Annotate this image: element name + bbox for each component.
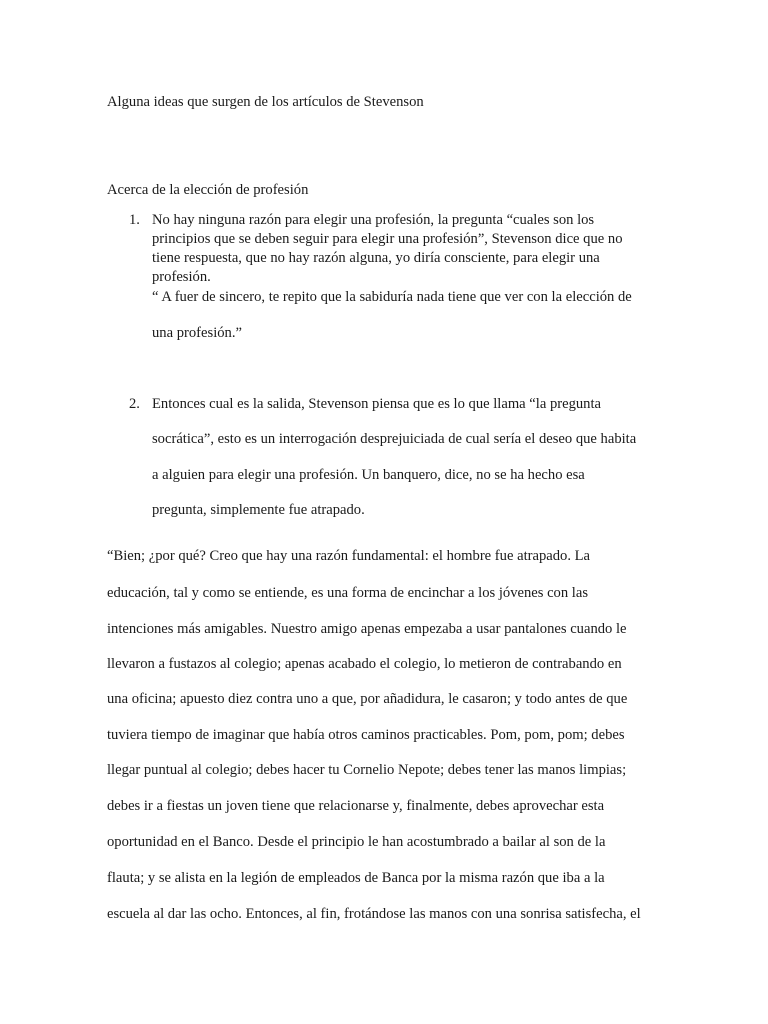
paragraph-line: flauta; y se alista en la legión de empleados de Banca por la misma razón que iba a la: [107, 870, 605, 886]
list-item-line: profesión.: [152, 269, 211, 285]
paragraph-line: educación, tal y como se entiende, es una forma de encinchar a los jóvenes con las: [107, 585, 589, 601]
list-item-quote-line: “ A fuer de sincero, te repito que la sabiduría nada tiene que ver con la elección de: [152, 289, 632, 305]
document-title: Alguna ideas que surgen de los artículos de Stevenson: [107, 94, 424, 110]
list-item-number: 2.: [129, 396, 140, 412]
list-item-line: a alguien para elegir una profesión. Un banquero, dice, no se ha hecho esa: [152, 467, 585, 483]
paragraph-line: debes ir a fiestas un joven tiene que relacionarse y, finalmente, debes aprovechar esta: [107, 798, 605, 814]
paragraph-line: intenciones más amigables. Nuestro amigo apenas empezaba a usar pantalones cuando le: [107, 621, 627, 637]
section-heading: Acerca de la elección de profesión: [107, 182, 309, 198]
list-item-line: principios que se deben seguir para elegir una profesión”, Stevenson dice que no: [152, 231, 623, 247]
list-item-line: socrática”, esto es un interrogación desprejuiciada de cual sería el deseo que habita: [152, 431, 637, 447]
list-item-quote-line: una profesión.”: [152, 325, 242, 341]
paragraph-line: una oficina; apuesto diez contra uno a que, por añadidura, le casaron; y todo antes de que: [107, 691, 628, 707]
paragraph-line: escuela al dar las ocho. Entonces, al fin, frotándose las manos con una sonrisa satisfecha, el: [107, 906, 641, 922]
list-item-line: Entonces cual es la salida, Stevenson piensa que es lo que llama “la pregunta: [152, 396, 602, 412]
list-item-number: 1.: [129, 212, 140, 228]
paragraph-line: oportunidad en el Banco. Desde el principio le han acostumbrado a bailar al son de la: [107, 834, 606, 850]
list-item-line: tiene respuesta, que no hay razón alguna, yo diría consciente, para elegir una: [152, 250, 600, 266]
paragraph-line: tuviera tiempo de imaginar que había otros caminos practicables. Pom, pom, pom; debes: [107, 727, 625, 743]
list-item-line: No hay ninguna razón para elegir una profesión, la pregunta “cuales son los: [152, 212, 595, 228]
paragraph-line: llevaron a fustazos al colegio; apenas acabado el colegio, lo metieron de contrabando en: [107, 656, 622, 672]
list-item-line: pregunta, simplemente fue atrapado.: [152, 502, 365, 518]
paragraph-line: llegar puntual al colegio; debes hacer tu Cornelio Nepote; debes tener las manos limpias;: [107, 762, 627, 778]
paragraph-line: “Bien; ¿por qué? Creo que hay una razón fundamental: el hombre fue atrapado. La: [107, 548, 591, 564]
